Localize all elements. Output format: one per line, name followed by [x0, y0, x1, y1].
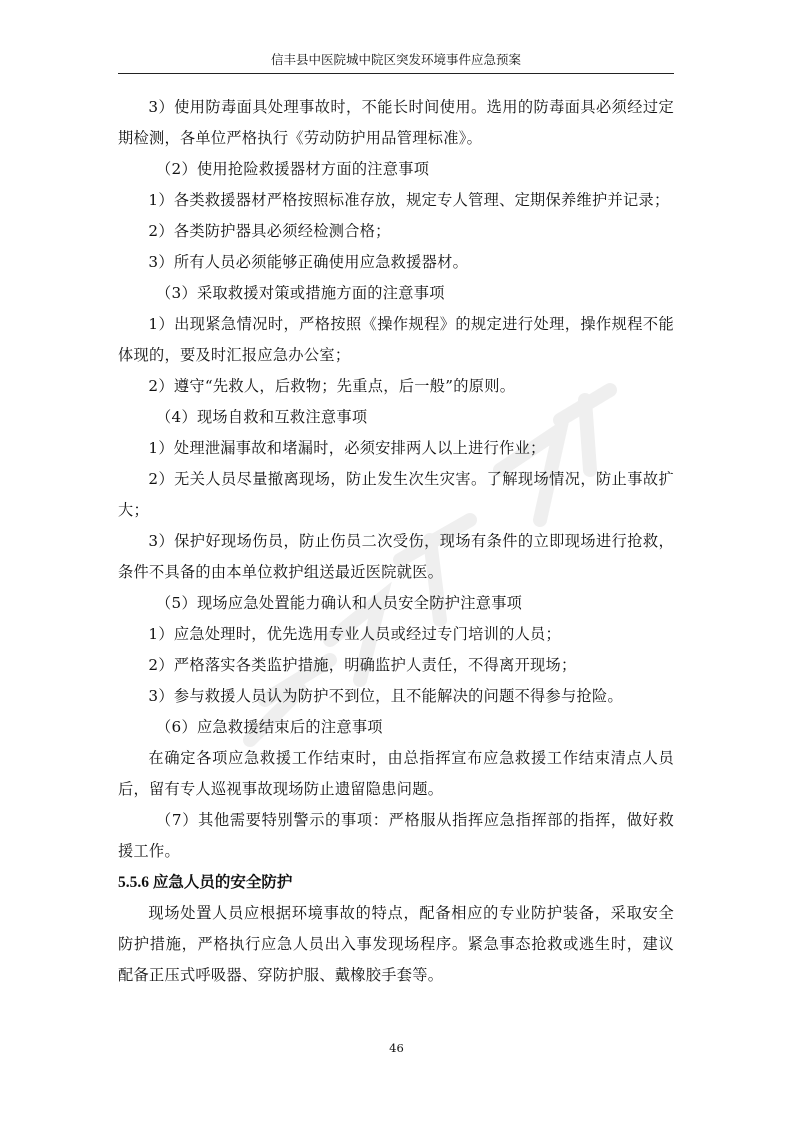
paragraph: 2）各类防护器具必须经检测合格；: [148, 222, 391, 240]
paragraph: 2）无关人员尽量撤离现场，防止发生次生灾害。了解现场情况，防止事故扩大；: [118, 470, 674, 519]
paragraph: 3）参与救援人员认为防护不到位，且不能解决的问题不得参与抢险。: [148, 687, 623, 705]
subsection-heading: （5）现场应急处置能力确认和人员安全防护注意事项: [156, 594, 523, 612]
paragraph: 2）遵守“先救人，后救物；先重点，后一般”的原则。: [148, 377, 516, 395]
paragraph: 1）应急处理时，优先选用专业人员或经过专门培训的人员；: [148, 625, 562, 643]
subsection-heading: （6）应急救援结束后的注意事项: [156, 718, 383, 736]
paragraph: 1）处理泄漏事故和堵漏时，必须安排两人以上进行作业；: [148, 439, 546, 457]
section-heading: 5.5.6 应急人员的安全防护: [118, 874, 293, 891]
subsection-heading: （4）现场自救和互救注意事项: [156, 408, 368, 426]
subsection-heading: （3）采取救援对策或措施方面的注意事项: [156, 284, 445, 302]
paragraph: 3）保护好现场伤员，防止伤员二次受伤，现场有条件的立即现场进行抢救，条件不具备的由本单位救护组送最近医院就医。: [118, 532, 674, 581]
header-rule: [118, 73, 674, 74]
paragraph: 在确定各项应急救援工作结束时，由总指挥宣布应急救援工作结束清点人员后，留有专人巡视事故现场防止遗留隐患问题。: [118, 749, 674, 798]
paragraph: 现场处置人员应根据环境事故的特点，配备相应的专业防护装备，采取安全防护措施，严格执行应急人员出入事发现场程序。紧急事态抢救或逃生时，建议配备正压式呼吸器、穿防护服、戴橡胶手套等。: [118, 904, 674, 984]
paragraph: 2）严格落实各类监护措施，明确监护人责任，不得离开现场；: [148, 656, 577, 674]
subsection-heading: （7）其他需要特别警示的事项：严格服从指挥应急指挥部的指挥，做好救援工作。: [118, 811, 674, 860]
paragraph: 1）各类救援器材严格按照标准存放，规定专人管理、定期保养维护并记录；: [148, 191, 670, 209]
subsection-heading: （2）使用抢险救援器材方面的注意事项: [156, 160, 430, 178]
running-header: 信丰县中医院城中院区突发环境事件应急预案: [270, 52, 521, 67]
document-body: [118, 92, 674, 991]
page-number: 46: [389, 1041, 404, 1055]
paragraph: 3）使用防毒面具处理事故时，不能长时间使用。选用的防毒面具必须经过定期检测，各单位严格执行《劳动防护用品管理标准》。: [118, 98, 674, 147]
paragraph: 1）出现紧急情况时，严格按照《操作规程》的规定进行处理，操作规程不能体现的，要及时汇报应急办公室；: [118, 315, 674, 364]
paragraph: 3）所有人员必须能够正确使用应急救援器材。: [148, 253, 469, 271]
